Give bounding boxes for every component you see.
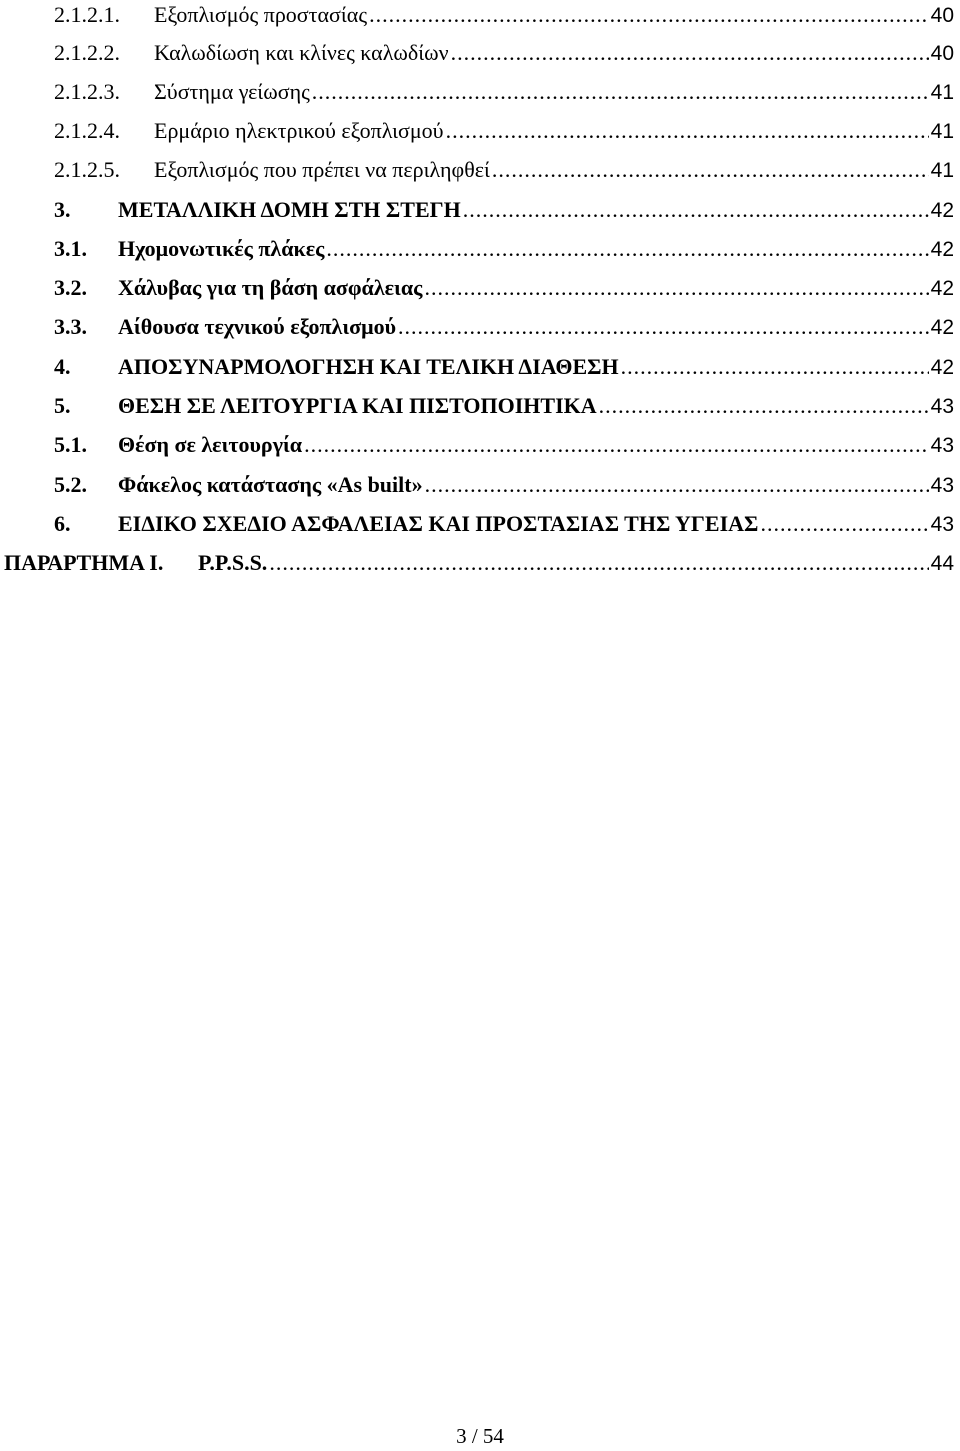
toc-entry-title: Ηχομονωτικές πλάκες (118, 236, 325, 261)
toc-dot-leader (424, 273, 928, 303)
toc-entry-title: Ερμάριο ηλεκτρικού εξοπλισμού (154, 118, 444, 143)
toc-entry-number: 2.1.2.3. (54, 79, 120, 104)
toc-entry-page: 41 (930, 159, 954, 182)
toc-entry-title: Θέση σε λειτουργία (118, 432, 303, 457)
toc-entry-page: 42 (930, 356, 954, 379)
toc-entry-title: Αίθουσα τεχνικού εξοπλισμού (118, 314, 397, 339)
toc-dot-leader (599, 391, 929, 421)
toc-entry-page: 42 (930, 316, 954, 339)
toc-entry-page: 42 (930, 199, 954, 222)
toc-entry[interactable] (54, 234, 954, 264)
toc-entry[interactable] (54, 195, 954, 225)
toc-entry-page: 40 (930, 42, 954, 65)
toc-entry-title: ΘΕΣΗ ΣΕ ΛΕΙΤΟΥΡΓΙΑ ΚΑΙ ΠΙΣΤΟΠΟΙΗΤΙΚΑ (118, 393, 597, 418)
toc-entry-number: 2.1.2.2. (54, 40, 120, 65)
toc-dot-leader (760, 509, 928, 539)
toc-entry[interactable] (4, 548, 954, 578)
toc-dot-leader (369, 0, 929, 30)
toc-entry-title: Σύστημα γείωσης (154, 79, 310, 104)
toc-dot-leader (398, 312, 929, 342)
toc-entry-page: 43 (930, 434, 954, 457)
toc-entry-title: Χάλυβας για τη βάση ασφάλειας (118, 275, 423, 300)
toc-entry[interactable] (54, 77, 954, 107)
page-number: 3 / 54 (456, 1424, 504, 1448)
toc-entry-page: 40 (930, 4, 954, 27)
toc-dot-leader (326, 234, 928, 264)
toc-entry-number: 3. (54, 197, 71, 222)
toc-entry-title: P.P.S.S. (198, 550, 268, 575)
toc-entry[interactable] (54, 273, 954, 303)
toc-entry[interactable] (54, 470, 954, 500)
toc-entry[interactable] (54, 312, 954, 342)
toc-entry-page: 43 (930, 395, 954, 418)
toc-entry-page: 44 (930, 552, 954, 575)
toc-entry[interactable] (54, 155, 954, 185)
toc-entry-number: 2.1.2.5. (54, 157, 120, 182)
toc-entry-number: 4. (54, 354, 71, 379)
toc-entry[interactable] (54, 38, 954, 68)
toc-dot-leader (425, 470, 929, 500)
toc-entry-number: 5.1. (54, 432, 87, 457)
toc-entry-title: ΜΕΤΑΛΛΙΚΗ ΔΟΜΗ ΣΤΗ ΣΤΕΓΗ (118, 197, 461, 222)
toc-entry-number: 5.2. (54, 472, 87, 497)
toc-entry-title: Εξοπλισμός προστασίας (154, 2, 368, 27)
toc-dot-leader (446, 116, 929, 146)
toc-entry-page: 42 (930, 238, 954, 261)
toc-entry-number: 6. (54, 511, 71, 536)
toc-entry-page: 42 (930, 277, 954, 300)
toc-entry-title: Φάκελος κατάστασης «As built» (118, 472, 423, 497)
toc-dot-leader (269, 548, 928, 578)
toc-dot-leader (304, 430, 929, 460)
toc-dot-leader (621, 352, 929, 382)
toc-entry-number: 3.2. (54, 275, 87, 300)
toc-dot-leader (463, 195, 929, 225)
toc-entry[interactable] (54, 391, 954, 421)
toc-entry-page: 43 (930, 513, 954, 536)
toc-entry-number: 5. (54, 393, 71, 418)
toc-entry-title: Καλωδίωση και κλίνες καλωδίων (154, 40, 449, 65)
toc-dot-leader (312, 77, 929, 107)
toc-entry[interactable] (54, 116, 954, 146)
toc-entry-number: 2.1.2.4. (54, 118, 120, 143)
toc-entry-number: 3.3. (54, 314, 87, 339)
toc-entry[interactable] (54, 430, 954, 460)
toc-entry-title: ΑΠΟΣΥΝΑΡΜΟΛΟΓΗΣΗ ΚΑΙ ΤΕΛΙΚΗ ΔΙΑΘΕΣΗ (118, 354, 619, 379)
toc-entry-number: 2.1.2.1. (54, 2, 120, 27)
toc-entry[interactable] (54, 0, 954, 30)
toc-entry-page: 43 (930, 474, 954, 497)
toc-dot-leader (492, 155, 929, 185)
toc-entry[interactable] (54, 352, 954, 382)
toc-entry-title: ΕΙΔΙΚΟ ΣΧΕΔΙΟ ΑΣΦΑΛΕΙΑΣ ΚΑΙ ΠΡΟΣΤΑΣΙΑΣ ΤΗΣ ΥΓΕΙΑΣ (118, 511, 759, 536)
toc-entry-page: 41 (930, 81, 954, 104)
toc-dot-leader (451, 38, 929, 68)
toc-entry-page: 41 (930, 120, 954, 143)
toc-entry[interactable] (54, 509, 954, 539)
toc-entry-number: 3.1. (54, 236, 87, 261)
toc-entry-number: ΠΑΡΑΡΤΗΜΑ Ι. (4, 550, 164, 575)
toc-entry-title: Εξοπλισμός που πρέπει να περιληφθεί (154, 157, 490, 182)
